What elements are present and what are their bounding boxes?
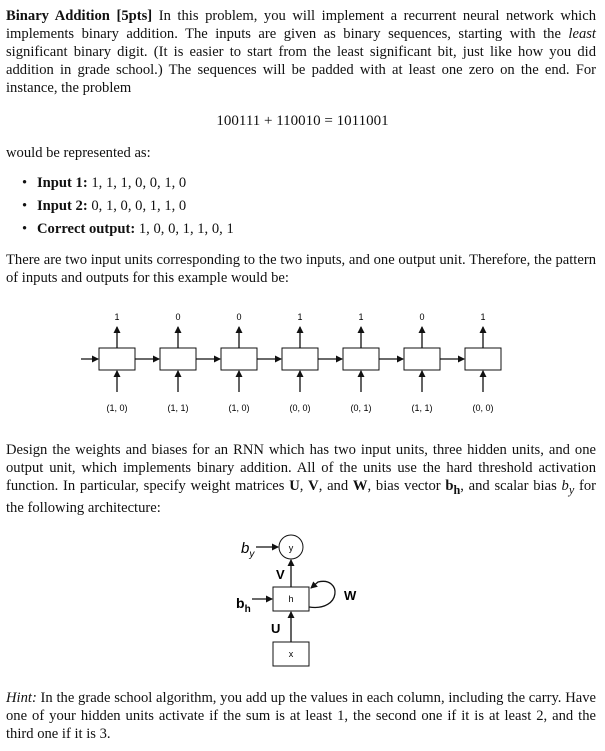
hint-text: In the grade school algorithm, you add up the values in each column, including the carry. Have one of your hidden units activate if the sum is at least 1, the second one if it is at least 2, and the third one if it is 3. <box>6 690 596 742</box>
output-bit: 1 <box>297 312 303 322</box>
intro-paragraph <box>6 7 596 97</box>
intro-text-1: In this problem, you will implement a recurrent neural network which implements binary addition. The inputs are given as binary sequences, starting with the <box>6 8 596 42</box>
hidden-step-box <box>282 348 318 370</box>
hint-paragraph <box>6 689 596 743</box>
output-node-label: y <box>288 543 294 553</box>
bias-bh-sub: h <box>453 482 461 497</box>
bias-bh-base: b <box>445 478 454 494</box>
bullet-value: 0, 1, 0, 0, 1, 1, 0 <box>91 198 187 214</box>
sep: , <box>299 478 309 494</box>
problem-title: Binary Addition [5pts] <box>6 8 153 24</box>
recurrent-W-loop <box>309 581 335 607</box>
unrolled-rnn-diagram <box>0 300 605 430</box>
hint-label: Hint: <box>6 690 37 706</box>
bullet-value: 1, 1, 1, 0, 0, 1, 0 <box>91 175 187 191</box>
bullet-label: Correct output: <box>37 221 136 237</box>
input-pair: (1, 0) <box>228 403 250 413</box>
rnn-architecture-diagram <box>0 528 605 668</box>
bias-by-sub: y <box>568 482 575 497</box>
bullet-label: Input 1: <box>37 175 88 191</box>
output-bit: 1 <box>358 312 364 322</box>
output-bit: 0 <box>236 312 242 322</box>
sep: , and <box>318 478 353 494</box>
bias-by-base: b <box>561 478 569 494</box>
input-pair: (0, 1) <box>350 403 372 413</box>
bias-by-label: $b_y$ <box>241 540 255 560</box>
represented-text: would be represented as: <box>6 145 151 161</box>
matrix-W: W <box>352 478 368 494</box>
output-bit: 0 <box>175 312 181 322</box>
input-pair: (1, 0) <box>106 403 128 413</box>
output-bit: 0 <box>419 312 425 322</box>
input-pair: (1, 1) <box>411 403 433 413</box>
bullet-correct-output: • Correct output: 1, 0, 0, 1, 1, 0, 1 <box>22 221 234 237</box>
sequence-bullets <box>22 173 234 242</box>
hidden-step-box <box>404 348 440 370</box>
hidden-step-box <box>343 348 379 370</box>
design-text-4: for the following architecture: <box>6 478 596 516</box>
bias-bh-label: $b_h$ <box>236 595 251 615</box>
intro-emphasis: least <box>568 26 596 42</box>
bullet-input-2: • Input 2: 0, 1, 0, 0, 1, 1, 0 <box>22 198 187 214</box>
pattern-paragraph: There are two input units corresponding to the two inputs, and one output unit. Therefore, the pattern of inputs and outputs for this example would be: <box>6 252 596 286</box>
matrix-U: U <box>289 478 300 494</box>
design-text-2: , bias vector <box>367 478 446 494</box>
hidden-step-box <box>99 348 135 370</box>
hidden-step-box <box>160 348 196 370</box>
input-node-label: x <box>288 649 294 659</box>
input-pair: (0, 0) <box>289 403 311 413</box>
hidden-node-label: h <box>288 594 294 604</box>
hidden-step-box <box>465 348 501 370</box>
output-bit: 1 <box>114 312 120 322</box>
hidden-step-box <box>221 348 257 370</box>
bullet-value: 1, 0, 0, 1, 1, 0, 1 <box>138 221 234 237</box>
example-equation: 100111 + 110010 = 1011001 <box>216 113 389 129</box>
weight-W-label: W <box>344 588 357 603</box>
bullet-label: Input 2: <box>37 198 88 214</box>
weight-V-label: V <box>276 567 285 582</box>
weight-U-label: U <box>271 621 281 636</box>
matrix-V: V <box>308 478 319 494</box>
output-bit: 1 <box>480 312 486 322</box>
design-text-1: Design the weights and biases for an RNN which has two input units, three hidden units, and one output unit, which implements binary addition. All of the units use the hard threshold activation function. In particular, specify weight matrices <box>6 442 596 494</box>
design-paragraph <box>6 441 596 517</box>
bullet-input-1: • Input 1: 1, 1, 1, 0, 0, 1, 0 <box>22 175 187 191</box>
intro-text-2: significant binary digit. (It is easier to start from the least significant bit, just like how you did addition in grade school.) The sequences will be padded with at least one zero on the end. For instance, the problem <box>6 44 596 96</box>
input-pair: (0, 0) <box>472 403 494 413</box>
design-text-3: , and scalar bias <box>460 478 562 494</box>
input-pair: (1, 1) <box>167 403 189 413</box>
